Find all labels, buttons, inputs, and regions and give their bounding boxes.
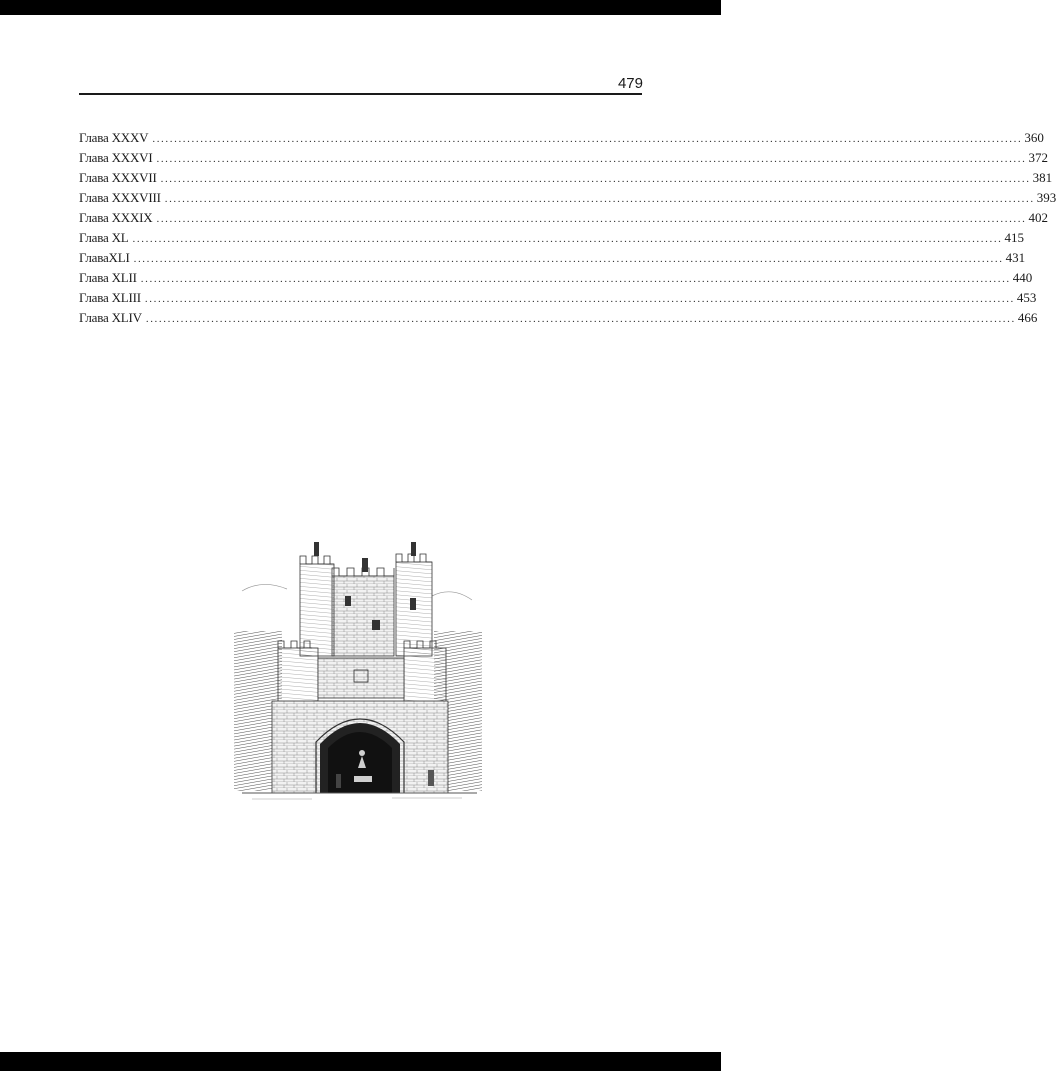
- top-border-bar: [0, 0, 721, 15]
- toc-entry-title: Глава XXXVI: [79, 150, 153, 165]
- toc-entry-title: Глава XXXVIII: [79, 190, 161, 205]
- dot-leader: ........................................................................................................................................................................................................: [164, 193, 1035, 205]
- castle-gatehouse-illustration: [232, 536, 484, 808]
- toc-entry[interactable]: [79, 168, 1053, 188]
- toc-entry-title: Глава XLIII: [79, 290, 141, 305]
- toc-entry-page: 431: [1005, 250, 1026, 265]
- header-rule: [79, 93, 642, 95]
- dot-leader: ........................................................................................................................................................................................................: [152, 133, 1023, 145]
- toc-entry-page: 393: [1036, 190, 1056, 205]
- dot-leader: ........................................................................................................................................................................................................: [156, 213, 1027, 225]
- toc-entry[interactable]: [79, 208, 1048, 228]
- toc-entry[interactable]: [79, 148, 1048, 168]
- toc-entry-title: Глава XL: [79, 230, 129, 245]
- toc-entry[interactable]: [79, 248, 1026, 268]
- dot-leader: ........................................................................................................................................................................................................: [133, 253, 1004, 265]
- toc-entry-page: 453: [1016, 290, 1037, 305]
- toc-entry-title: Глава XLIV: [79, 310, 142, 325]
- dot-leader: ........................................................................................................................................................................................................: [145, 313, 1016, 325]
- toc-entry-page: 360: [1024, 130, 1044, 145]
- toc-entry-page: 381: [1032, 170, 1053, 185]
- bottom-border-bar: [0, 1052, 721, 1071]
- toc-entry-title: Глава XXXVII: [79, 170, 157, 185]
- dot-leader: ........................................................................................................................................................................................................: [156, 153, 1027, 165]
- dot-leader: ........................................................................................................................................................................................................: [144, 293, 1015, 305]
- toc-entry-title: Глава XXXIX: [79, 210, 153, 225]
- toc-entry-page: 466: [1017, 310, 1038, 325]
- toc-entry[interactable]: [79, 228, 1025, 248]
- dot-leader: ........................................................................................................................................................................................................: [140, 273, 1011, 285]
- toc-entry-title: Глава XLII: [79, 270, 137, 285]
- toc-entry-title: ГлаваXLI: [79, 250, 130, 265]
- table-of-contents: [79, 128, 1056, 328]
- toc-entry[interactable]: [79, 268, 1033, 288]
- toc-entry[interactable]: [79, 308, 1038, 328]
- dot-leader: ........................................................................................................................................................................................................: [132, 233, 1003, 245]
- page-number: 479: [617, 75, 643, 92]
- toc-entry-page: 440: [1012, 270, 1033, 285]
- toc-entry[interactable]: [79, 288, 1037, 308]
- toc-entry-page: 372: [1028, 150, 1048, 165]
- toc-entry-page: 402: [1028, 210, 1048, 225]
- toc-entry-title: Глава XXXV: [79, 130, 149, 145]
- toc-entry[interactable]: [79, 128, 1044, 148]
- toc-entry-page: 415: [1004, 230, 1025, 245]
- toc-entry[interactable]: [79, 188, 1056, 208]
- dot-leader: ........................................................................................................................................................................................................: [160, 173, 1031, 185]
